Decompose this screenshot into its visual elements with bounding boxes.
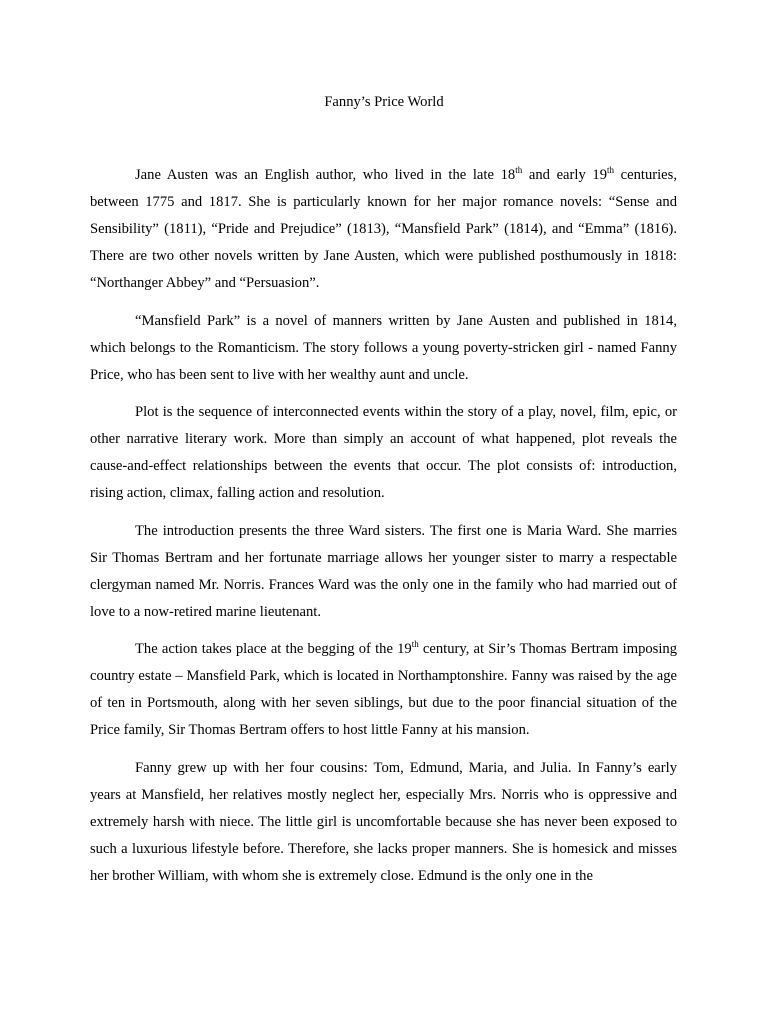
paragraph-text: Jane Austen was an English author, who lived in the late 18 xyxy=(135,167,516,183)
paragraph-text: centuries, between 1775 and 1817. She is particularly known for her major romance novels: “Sense and Sensibility” (1811), “Pride and Prejudice” (1813), “Mansfield Park” (1814), and “Emma” (1816). There are two other novels written by Jane Austen, which were published posthumously in 1818: “Northanger Abbey” and “Persuasion”. xyxy=(90,167,677,291)
body-paragraph xyxy=(90,399,677,507)
document-title: Fanny’s Price World xyxy=(324,94,444,110)
body-paragraph xyxy=(90,308,677,389)
superscript: th xyxy=(515,165,523,175)
paragraph-text: Plot is the sequence of interconnected events within the story of a play, novel, film, epic, or other narrative literary work. More than simply an account of what happened, plot reveals the cause-and-effect relationships between the events that occur. The plot consists of: introduction, rising action, climax, falling action and resolution. xyxy=(90,404,677,501)
paragraph-text: “Mansfield Park” is a novel of manners written by Jane Austen and published in 1814, which belongs to the Romanticism. The story follows a young poverty-stricken girl - named Fanny Price, who has been sent to live with her wealthy aunt and uncle. xyxy=(90,312,677,383)
paragraph-text: The action takes place at the begging of the 19 xyxy=(135,641,412,657)
superscript: th xyxy=(411,639,419,649)
body-paragraph xyxy=(90,162,677,297)
paragraph-text: century, at Sir’s Thomas Bertram imposing country estate – Mansfield Park, which is located in Northamptonshire. Fanny was raised by the age of ten in Portsmouth, along with her seven siblings, but due to the poor financial situation of the Price family, Sir Thomas Bertram offers to host little Fanny at his mansion. xyxy=(90,641,677,738)
superscript: th xyxy=(607,165,615,175)
document-body xyxy=(90,162,677,900)
body-paragraph xyxy=(90,755,677,890)
body-paragraph xyxy=(90,518,677,626)
paragraph-text: and early 19 xyxy=(522,167,607,183)
paragraph-text: The introduction presents the three Ward sisters. The first one is Maria Ward. She marries Sir Thomas Bertram and her fortunate marriage allows her younger sister to marry a respectable clergyman named Mr. Norris. Frances Ward was the only one in the family who had married out of love to a now-retired marine lieutenant. xyxy=(90,522,677,620)
body-paragraph xyxy=(90,636,677,744)
paragraph-text: Fanny grew up with her four cousins: Tom, Edmund, Maria, and Julia. In Fanny’s early years at Mansfield, her relatives mostly neglect her, especially Mrs. Norris who is oppressive and extremely harsh with niece. The little girl is uncomfortable because she has never been exposed to such a luxurious lifestyle before. Therefore, she lacks proper manners. She is homesick and misses her brother William, with whom she is extremely close. Edmund is the only one in the xyxy=(90,759,677,884)
